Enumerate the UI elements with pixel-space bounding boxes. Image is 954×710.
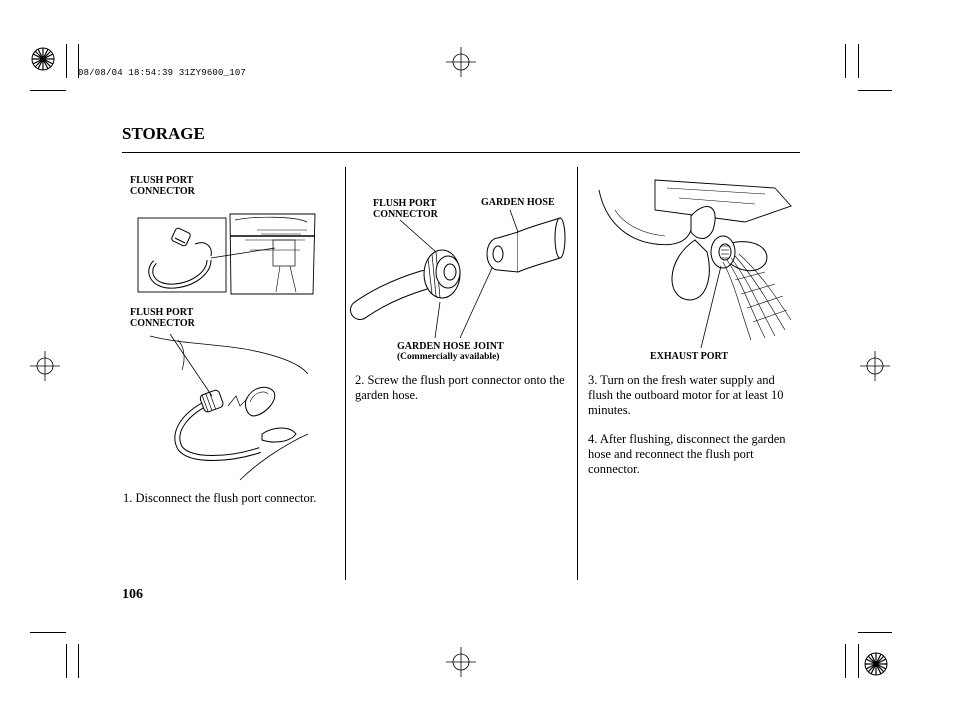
step-number: 4. (588, 432, 598, 446)
figure2-illustration (360, 210, 560, 340)
registration-crosshair-icon (860, 351, 890, 381)
step-text: Turn on the fresh water supply and flush the outboard motor for at least 10 minutes. (588, 373, 784, 417)
column-divider (345, 167, 346, 580)
step-number: 1. (123, 491, 133, 505)
print-timestamp: 08/08/04 18:54:39 31ZY9600_107 (78, 68, 247, 78)
step-4 (588, 432, 788, 477)
step-1 (123, 491, 323, 506)
figure1-detail-illustration (150, 330, 310, 480)
step-text: Screw the flush port connector onto the garden hose. (355, 373, 565, 402)
figure3-propeller-illustration (595, 180, 795, 340)
step-number: 2. (355, 373, 365, 387)
step-number: 3. (588, 373, 598, 387)
column-divider (577, 167, 578, 580)
title-rule (122, 152, 800, 153)
step-3 (588, 373, 802, 418)
registration-crosshair-icon (446, 647, 476, 677)
step-text: Disconnect the flush port connector. (135, 491, 317, 505)
step-2 (355, 373, 565, 403)
step-text: After flushing, disconnect the garden hose and reconnect the flush port connector. (588, 432, 786, 476)
registration-crosshair-icon (446, 47, 476, 77)
registration-crosshair-icon (30, 351, 60, 381)
registration-starburst-icon (864, 652, 888, 676)
figure1-bottom-label: FLUSH PORT CONNECTOR (130, 307, 195, 329)
figure2-connector-label: FLUSH PORT CONNECTOR (373, 198, 438, 220)
figure2-joint-note: (Commercially available) (397, 352, 500, 362)
figure2-joint-label: GARDEN HOSE JOINT (397, 341, 504, 352)
figure2-hose-label: GARDEN HOSE (481, 197, 555, 208)
figure1-top-label: FLUSH PORT CONNECTOR (130, 175, 195, 197)
figure3-exhaust-label: EXHAUST PORT (650, 351, 729, 362)
page-title: STORAGE (122, 124, 205, 143)
registration-starburst-icon (31, 47, 55, 71)
page-number: 106 (122, 587, 143, 602)
figure1-overview-illustration (135, 210, 335, 300)
